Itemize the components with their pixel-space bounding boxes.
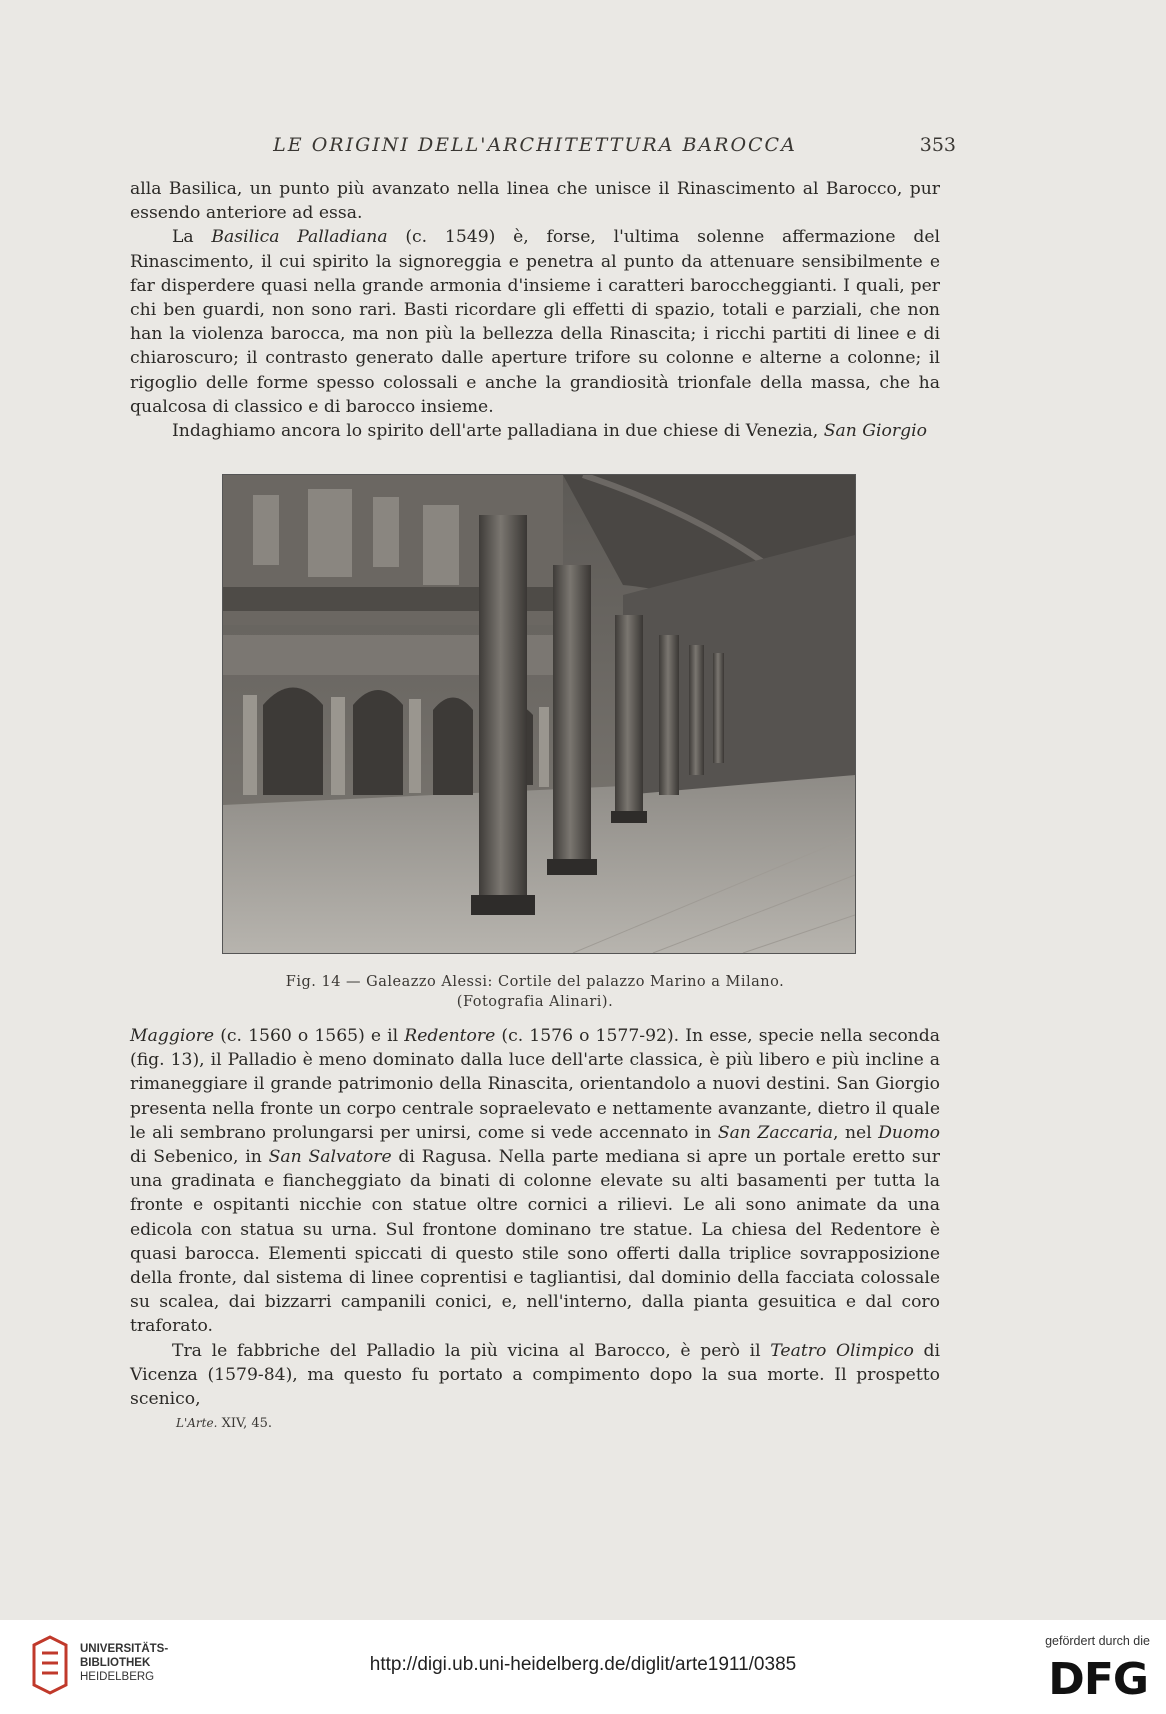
paragraph [130, 1339, 940, 1412]
text-run: Indaghiamo ancora lo spirito dell'arte palladiana in due chiese di Venezia, [172, 421, 824, 442]
text-block-top [130, 177, 940, 443]
italic-run: Basilica Palladiana [211, 227, 388, 248]
paragraph [130, 419, 940, 443]
italic-run: Maggiore [130, 1026, 215, 1046]
caption-line-1: Fig. 14 — Galeazzo Alessi: Cortile del palazzo Marino a Milano. [285, 974, 785, 990]
running-head: LE ORIGINI DELL'ARCHITETTURA BAROCCA [273, 134, 797, 156]
funded-by-label: gefördert durch die [1045, 1634, 1150, 1648]
viewer-footer-bar [0, 1620, 1166, 1714]
text-run: alla Basilica, un punto più avanzato nella linea che unisce il Rinascimento al Barocco, pur essendo anteriore ad essa. [130, 179, 940, 224]
text-block-bottom [130, 1024, 940, 1411]
dfg-logo: DFG [1048, 1654, 1148, 1705]
text-run: , nel [833, 1122, 879, 1143]
text-run: (c. 1576 o 1577-92). In esse, specie nella seconda (fig. 13), il Palladio è meno dominato dalla luce dell'arte classica, è più libero e più incline a rimaneggiare il grande patrimonio della Rinascita, orientandolo a nuovi destini. San Giorgio presenta nella fronte un corpo centrale sopraelevato e nettamente avanzante, dietro il quale le ali sembrano prolungarsi per unirsi, come si vede accennato in [130, 1026, 940, 1143]
library-name: UNIVERSITÄTS- BIBLIOTHEK HEIDELBERG [80, 1643, 169, 1683]
text-run: (c. 1549) è, forse, l'ultima solenne affermazione del Rinascimento, il cui spirito la signoreggia e penetra al punto da attenuare sensibilmente e far disperdere quasi nella grande armonia d'insieme i caratteri baroccheggianti. I quali, per chi ben guardi, non sono rari. Basti ricordare gli effetti di spazio, totali e parziali, che non han la violenza barocca, ma non più la bellezza della Rinascita; i ricchi partiti di linee e di chiaroscuro; il contrasto generato dalle aperture trifore su colonne e alterne a colonne; il rigoglio delle forme spesso colossali e anche la grandiosità trionfale della massa, che ha qualcosa di classico e di barocco insieme. [130, 227, 940, 417]
text-run: di Sebenico, in [130, 1147, 269, 1168]
paragraph [130, 1024, 940, 1339]
italic-run: Redentore [404, 1026, 496, 1046]
italic-run: Teatro Olimpico [770, 1340, 914, 1361]
paragraph [130, 225, 940, 419]
permalink-url[interactable]: http://digi.ub.uni-heidelberg.de/diglit/arte1911/0385 [369, 1654, 797, 1675]
paragraph [130, 177, 940, 225]
text-run: Tra le fabbriche del Palladio la più vicina al Barocco, è però il [172, 1340, 771, 1361]
journal-abbrev: L'Arte. [176, 1416, 218, 1430]
figure-caption [130, 972, 940, 1012]
figure-photograph-courtyard [222, 474, 856, 954]
text-run: (c. 1560 o 1565) e il [214, 1026, 405, 1046]
signature-number: XIV, 45. [221, 1416, 273, 1431]
caption-line-2: (Fotografia Alinari). [456, 994, 614, 1010]
italic-run: Duomo [878, 1122, 940, 1143]
text-run: di Vicenza (1579-84), ma questo fu portato a compimento dopo la sua morte. Il prospetto scenico, [130, 1340, 940, 1410]
signature-mark [176, 1416, 272, 1431]
page-number: 353 [919, 134, 956, 156]
text-run: La [172, 227, 212, 248]
italic-run: San Salvatore [268, 1147, 392, 1168]
text-run: di Ragusa. Nella parte mediana si apre un portale eretto sur una gradinata e fiancheggiato da binati di colonne elevate su alti basamenti per tutta la fronte e ospitanti nicchie con statue oltre cornici a rilievi. Le ali sono animate da una edicola con statua su urna. Sul frontone dominano tre statue. La chiesa del Redentore è quasi barocca. Elementi spiccati di questo stile sono offerti dalla triplice sovrapposizione della fronte, dal sistema di linee coprentisi e tagliantisi, dal dominio della facciata colossale su scalea, dai bizzarri campanili conici, e, nell'interno, dalla pianta gesuitica e dal coro traforato. [130, 1147, 940, 1337]
italic-run: San Giorgio [823, 421, 927, 442]
italic-run: San Zaccaria [717, 1122, 834, 1143]
courtyard-illustration [223, 475, 855, 953]
